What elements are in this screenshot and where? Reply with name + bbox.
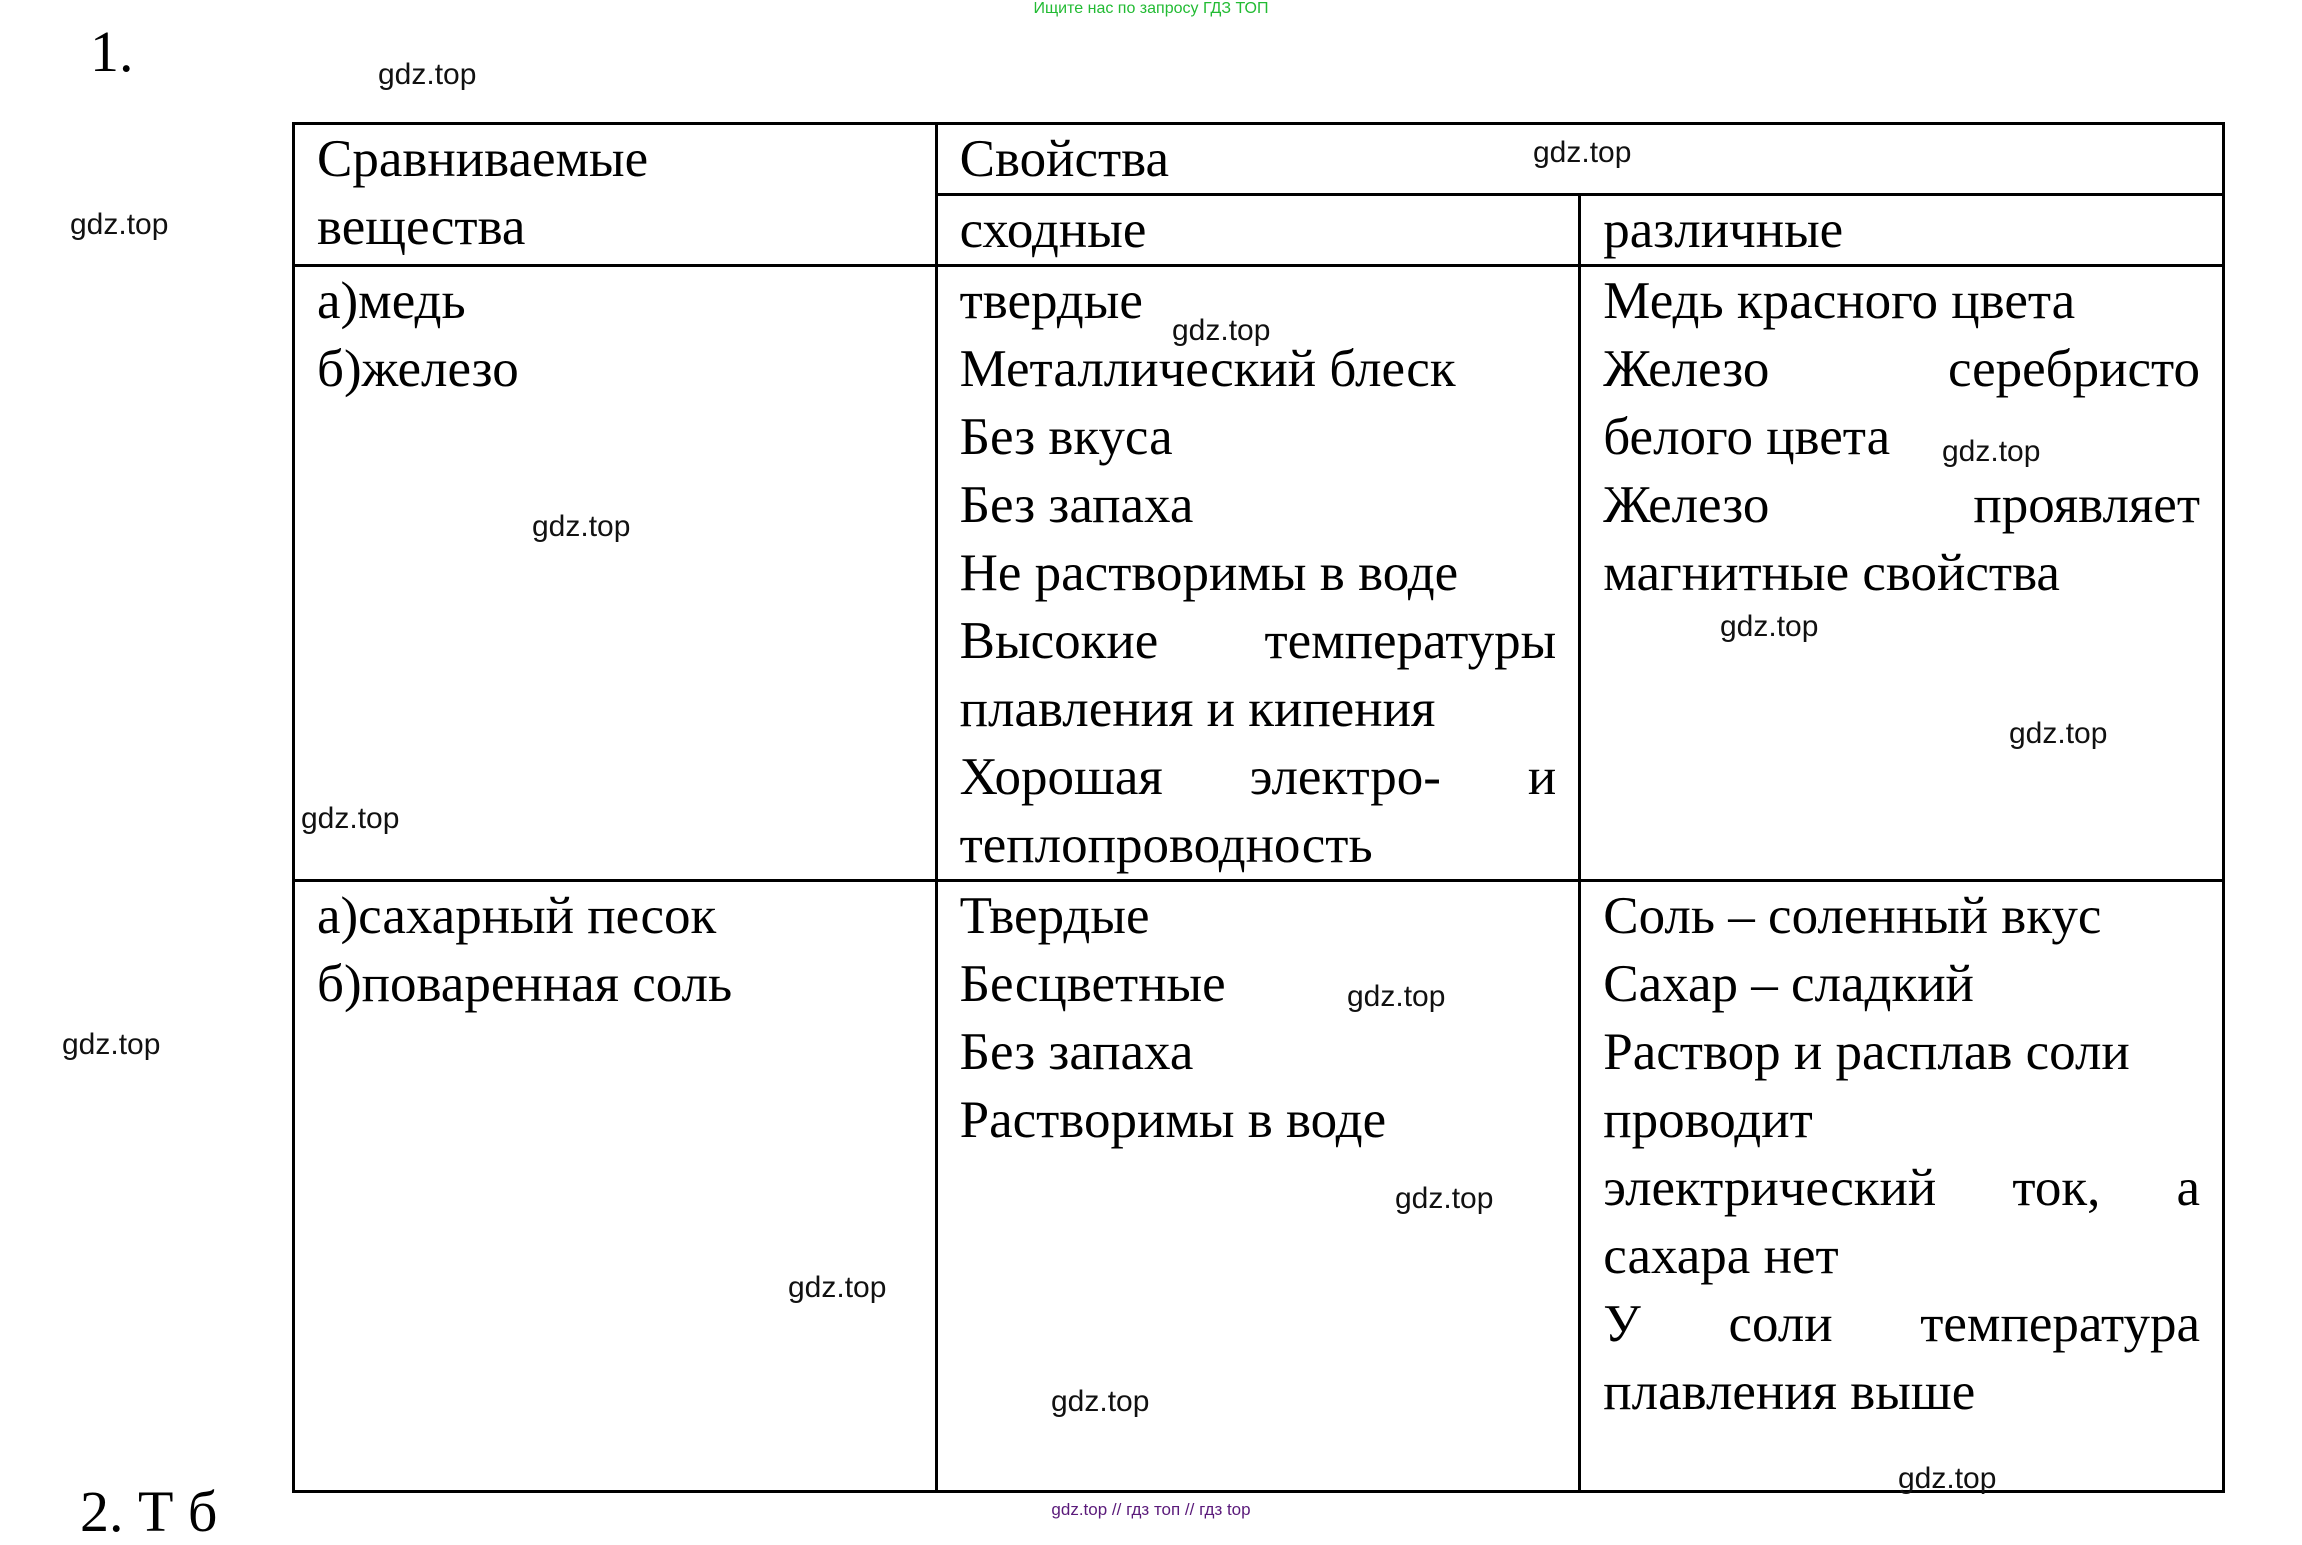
different-properties-cell: Соль – соленный вкус Сахар – сладкий Раствор и расплав соли проводит электрический ток, а сахара нет У соли температура плавления выше: [1580, 881, 2224, 1492]
substances-cell: а)сахарный песок б)поваренная соль: [294, 881, 937, 1492]
watermark: gdz.top: [1942, 435, 2041, 468]
watermark: gdz.top: [2009, 717, 2108, 750]
watermark: gdz.top: [301, 802, 400, 835]
watermark: gdz.top: [1898, 1462, 1997, 1495]
task-number: 1.: [90, 19, 134, 84]
watermark: gdz.top: [62, 1028, 161, 1061]
watermark: gdz.top: [1051, 1385, 1150, 1418]
similar-properties-cell: Твердые Бесцветные Без запаха Растворимы в воде: [936, 881, 1580, 1492]
header-similar: сходные: [936, 195, 1580, 266]
similar-properties-cell: твердые Металлический блеск Без вкуса Без запаха Не растворимы в воде Высокие температуры плавления и кипения Хорошая электро- и теплопроводность: [936, 266, 1580, 881]
header-properties: Свойства: [936, 124, 2223, 195]
search-banner: Ищите нас по запросу ГДЗ ТОП: [1033, 0, 1269, 17]
watermark: gdz.top: [1720, 610, 1819, 643]
table-row: [294, 881, 2224, 1492]
watermark: gdz.top: [1533, 136, 1632, 169]
header-different: различные: [1580, 195, 2224, 266]
watermark: gdz.top: [1395, 1182, 1494, 1215]
next-task-fragment: 2. Т б: [80, 1479, 218, 1544]
footer-links: gdz.top // гдз топ // гдз top: [1051, 1500, 1251, 1519]
watermark: gdz.top: [1172, 314, 1271, 347]
watermark: gdz.top: [532, 510, 631, 543]
different-properties-cell: Медь красного цвета Железо серебристо белого цвета Железо проявляет магнитные свойства: [1580, 266, 2224, 881]
substances-cell: а)медь б)железо: [294, 266, 937, 881]
table-row: [294, 266, 2224, 881]
watermark: gdz.top: [1347, 980, 1446, 1013]
watermark: gdz.top: [788, 1271, 887, 1304]
header-compared-substances: Сравниваемые вещества: [294, 124, 937, 266]
watermark: gdz.top: [378, 58, 477, 91]
watermark: gdz.top: [70, 208, 169, 241]
